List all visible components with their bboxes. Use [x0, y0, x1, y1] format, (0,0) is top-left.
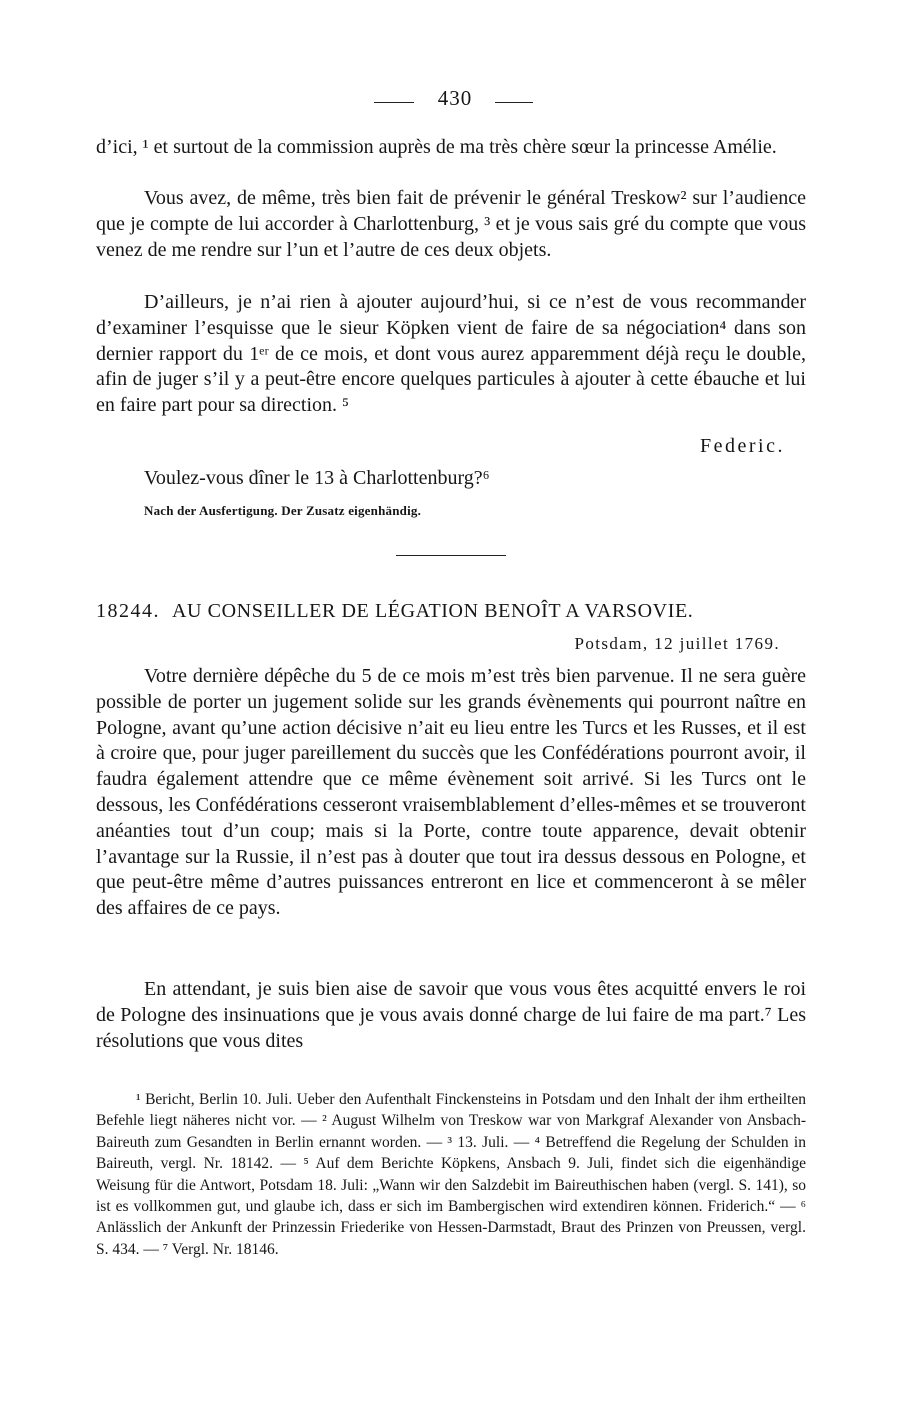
letter-title: AU CONSEILLER DE LÉGATION BENOÎT A VARSOVIE.: [172, 600, 694, 622]
page-number: 430: [437, 86, 473, 110]
header-rule-left: [374, 102, 414, 103]
paragraph-depeche: Votre dernière dépêche du 5 de ce mois m’est très bien parvenue. Il ne sera guère possible de porter un jugement solide sur les grands évènements qui pourront naître en Pologne, avant qu’une action décisive n’ait eu lieu entre les Turcs et les Russes, et il est à croire que, pour juger pareillement du succès que les Confédérations pourront avoir, il faudra également attendre que ce même évènement soit arrivé. Si les Turcs ont le dessous, les Confédérations cesseront vraisemblablement d’elles-mêmes et se trouveront anéanties tout d’un coup; mais si la Porte, contre toute apparence, devait obtenir l’avantage sur la Russie, il n’est pas à douter que tout ira dessus dessous en Pologne, et que peut-être même d’autres puissances entreront en lice et commenceront à se mêler des affaires de ce pays.: [96, 665, 806, 920]
footnotes: ¹ Bericht, Berlin 10. Juli. Ueber den Aufenthalt Finckensteins in Potsdam und den Inhalt der ihm ertheilten Befehle liegt näheres nicht vor. — ² August Wilhelm von Treskow war von Markgraf Alexander von Ansbach-Baireuth zum Gesandten in Berlin ernannt worden. — ³ 13. Juli. — ⁴ Betreffend die Regelung der Schulden in Baireuth, vergl. Nr. 18142. — ⁵ Auf dem Berichte Köpkens, Ansbach 9. Juli, findet sich die eigenhändige Weisung für die Antwort, Potsdam 18. Juli: „Wann wir den Salzdebit im Baireuthischen haben (vergl. S. 141), so ist es vollkommen gut, und glaube ich, dass er sich im Bambergischen wird extendiren können. Friderich.“ — ⁶ Anlässlich der Ankunft der Prinzessin Friederike von Hessen-Darmstadt, Braut des Prinzen von Preussen, vergl. S. 434. — ⁷ Vergl. Nr. 18146.: [96, 1091, 806, 1258]
letter-number: 18244.: [96, 600, 160, 622]
paragraph-en-attendant: En attendant, je suis bien aise de savoir que vous vous êtes acquitté envers le roi de Pologne des insinuations que je vous avais donné charge de lui faire de ma part.⁷ Les résolutions que vous dites: [96, 978, 806, 1052]
postscript: Voulez-vous dîner le 13 à Charlottenburg?⁶: [144, 467, 490, 489]
place-date: Potsdam, 12 juillet 1769.: [574, 634, 780, 653]
paragraph-kopken: D’ailleurs, je n’ai rien à ajouter aujourd’hui, si ce n’est de vous recommander d’examiner l’esquisse que le sieur Köpken vient de faire de sa négociation⁴ dans son dernier rapport du 1ᵉʳ de ce mois, et dont vous aurez apparemment déjà reçu le double, afin de juger s’il y a peut-être encore quelques particules à ajouter à cette ébauche et lui en faire part pour sa direction. ⁵: [96, 291, 806, 417]
paragraph-continued: d’ici, ¹ et surtout de la commission auprès de ma très chère sœur la princesse Amélie.: [96, 136, 777, 158]
letter-heading: [96, 600, 816, 623]
source-note: Nach der Ausfertigung. Der Zusatz eigenhändig.: [144, 503, 422, 518]
signature: Federic.: [700, 435, 785, 457]
paragraph-treskow: Vous avez, de même, très bien fait de prévenir le général Treskow² sur l’audience que je compte de lui accorder à Charlottenburg, ³ et je vous sais gré du compte que vous venez de me rendre sur l’un et l’autre de ces deux objets.: [96, 187, 806, 261]
header-rule-right: [495, 102, 533, 103]
section-separator: [396, 555, 506, 556]
